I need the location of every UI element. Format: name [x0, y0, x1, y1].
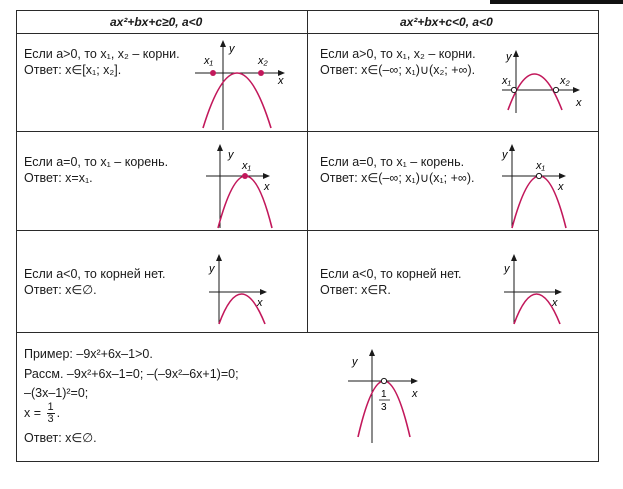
r1-right-graph [500, 48, 595, 113]
row-divider-3 [16, 332, 599, 333]
svg-text:x: x [412, 388, 418, 400]
svg-text:y: y [506, 51, 512, 63]
r1-right-line2: Ответ: x∈(–∞; x₁)∪(x₂; +∞). [320, 63, 476, 77]
svg-text:y: y [209, 263, 215, 275]
svg-text:x₁: x₁ [502, 75, 511, 87]
example-graph [344, 345, 444, 445]
example-line1: Пример: –9x²+6x–1>0. [24, 347, 153, 361]
example-root-denominator: 3 [47, 413, 54, 425]
r3-right-line2: Ответ: x∈R. [320, 283, 391, 297]
example-root [24, 402, 60, 425]
r1-left-graph [195, 38, 295, 130]
r1-left-line2: Ответ: x∈[x₁; x₂]. [24, 63, 122, 77]
r1-right-root2 [553, 87, 558, 92]
svg-text:x₂: x₂ [560, 75, 570, 87]
r3-left-graph [205, 252, 285, 327]
r2-left-line1: Если a=0, то x₁ – корень. [24, 155, 169, 169]
r2-right-line2: Ответ: x∈(–∞; x₁)∪(x₁; +∞). [320, 171, 475, 185]
header-left: ax²+bx+c≥0, a<0 [110, 15, 203, 29]
svg-text:x₁: x₁ [204, 55, 213, 67]
svg-text:1: 1 [381, 389, 387, 400]
column-divider [307, 10, 308, 332]
svg-text:y: y [228, 149, 234, 161]
top-decor-bar [490, 0, 623, 4]
r2-left-line2: Ответ: x=x₁. [24, 171, 93, 185]
r3-right-graph [500, 252, 580, 327]
r2-left-graph [202, 142, 282, 230]
r3-left-line2: Ответ: x∈∅. [24, 283, 97, 297]
example-root-prefix: x = [24, 405, 42, 420]
svg-text:x: x [257, 297, 263, 309]
svg-text:x: x [278, 75, 284, 87]
r1-right-line1: Если a>0, то x₁, x₂ – корни. [320, 47, 476, 61]
svg-text:x: x [264, 181, 270, 193]
r1-left-root1 [210, 70, 216, 76]
example-answer: Ответ: x∈∅. [24, 431, 97, 445]
svg-text:x₁: x₁ [536, 160, 545, 172]
header-right: ax²+bx+c<0, a<0 [400, 15, 493, 29]
example-root-suffix: . [56, 405, 61, 420]
example-root-fraction [47, 402, 55, 425]
svg-text:y: y [229, 43, 235, 55]
svg-text:y: y [504, 263, 510, 275]
r1-left-parabola [203, 73, 271, 128]
svg-text:x: x [576, 97, 582, 109]
example-root-point [381, 378, 386, 383]
svg-text:x₂: x₂ [258, 55, 268, 67]
svg-text:x: x [558, 181, 564, 193]
svg-text:x: x [552, 297, 558, 309]
example-line2: Рассм. –9x²+6x–1=0; –(–9x²–6x+1)=0; [24, 367, 239, 381]
example-root-numerator: 1 [47, 401, 54, 413]
r3-left-line1: Если a<0, то корней нет. [24, 267, 166, 281]
r1-right-root1 [511, 87, 516, 92]
example-line3: –(3x–1)²=0; [24, 386, 89, 400]
r1-left-root2 [258, 70, 264, 76]
r3-right-line1: Если a<0, то корней нет. [320, 267, 462, 281]
r2-right-root [536, 173, 541, 178]
r1-left-line1: Если a>0, то x₁, x₂ – корни. [24, 47, 180, 61]
r2-left-root [242, 173, 248, 179]
svg-text:y: y [352, 356, 358, 368]
svg-text:y: y [502, 149, 508, 161]
svg-text:x₁: x₁ [242, 160, 251, 172]
r2-right-graph [498, 142, 578, 230]
r2-right-line1: Если a=0, то x₁ – корень. [320, 155, 465, 169]
svg-text:3: 3 [381, 402, 387, 413]
